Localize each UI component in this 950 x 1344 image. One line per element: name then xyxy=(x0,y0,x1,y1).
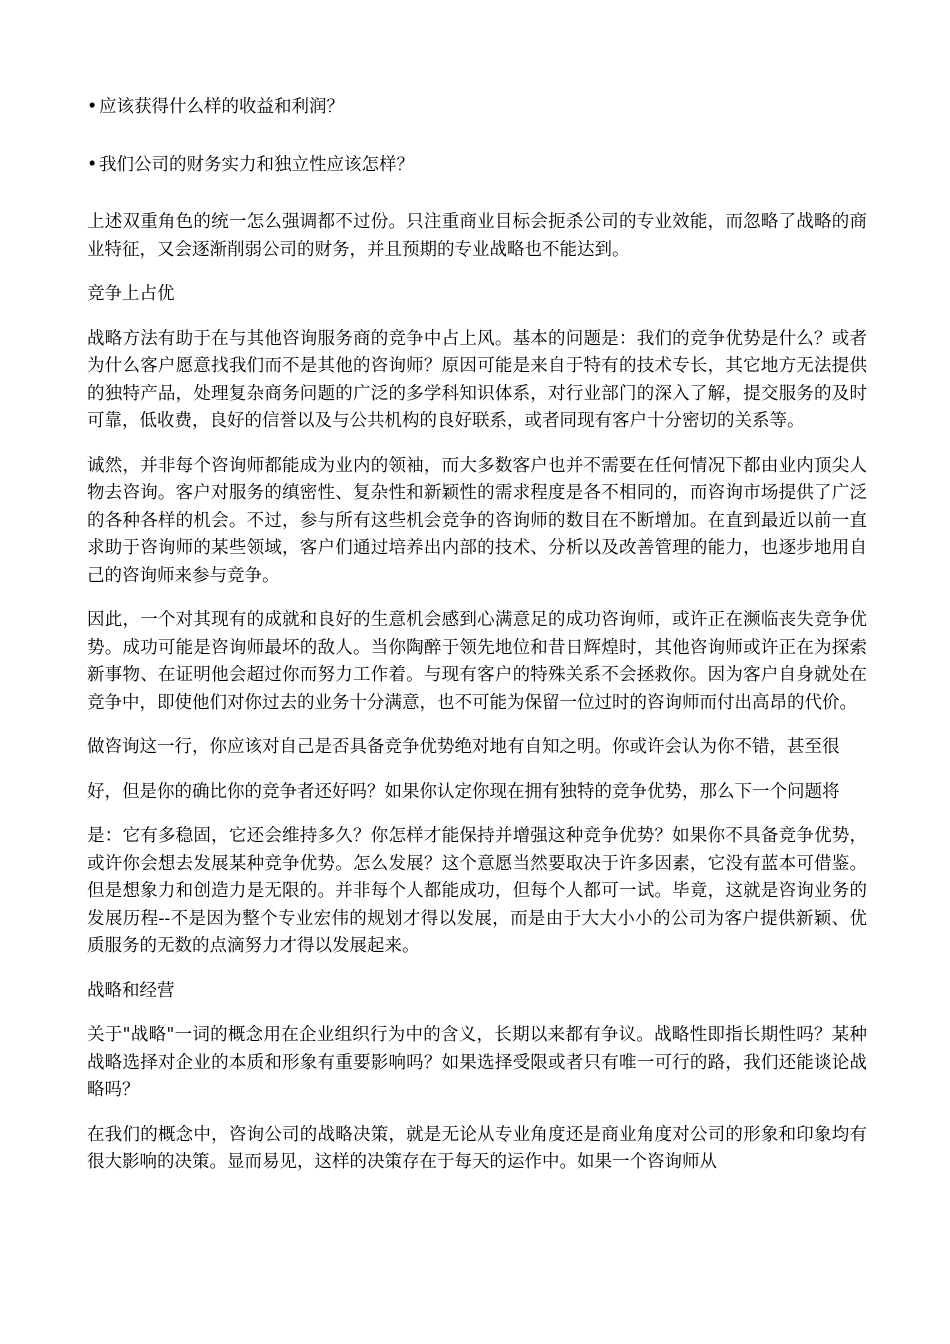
paragraph-competitive-advantage: 战略方法有助于在与其他咨询服务商的竞争中占上风。基本的问题是：我们的竞争优势是什么？或者为什么客户愿意找我们而不是其他的咨询师？原因可能是来自于特有的技术专长，其它地方无法提供的独特产品，处理复杂商务问题的广泛的多学科知识体系，对行业部门的深入了解，提交服务的及时可靠，低收费，良好的信誉以及与公共机构的良好联系，或者同现有客户十分密切的关系等。 xyxy=(87,328,867,431)
paragraph-self-knowledge: 做咨询这一行，你应该对自己是否具备竞争优势绝对地有自知之明。你或许会认为你不错，甚至很 xyxy=(87,737,840,757)
paragraph-dual-role: 上述双重角色的统一怎么强调都不过份。只注重商业目标会扼杀公司的专业效能，而忽略了战略的商业特征，又会逐渐削弱公司的财务，并且预期的专业战略也不能达到。 xyxy=(87,212,867,260)
section-heading-strategy-operations: 战略和经营 xyxy=(87,980,175,1001)
bullet-text: 我们公司的财务实力和独立性应该怎样？ xyxy=(99,155,414,175)
paragraph-sustain-advantage: 是：它有多稳固，它还会维持多久？你怎样才能保持并增强这种竞争优势？如果你不具备竞争优势，或许你会想去发展某种竞争优势。怎么发展？这个意愿当然要取决于许多因素，它没有蓝本可借鉴。但是想象力和创造力是无限的。并非每个人都能成功，但每个人都可一试。毕竟，这就是咨询业务的发展历程--不是因为整个专业宏伟的规划才得以发展，而是由于大大小小的公司为客户提供新颖、优质服务的无数的点滴努力才得以发展起来。 xyxy=(87,826,867,956)
bullet-item-finance xyxy=(87,151,867,179)
paragraph-market-opportunities: 诚然，并非每个咨询师都能成为业内的领袖，而大多数客户也并不需要在任何情况下都由业内顶尖人物去咨询。客户对服务的缜密性、复杂性和新颖性的需求程度是各不相同的，而咨询市场提供了广泛的各种各样的机会。不过，参与所有这些机会竞争的咨询师的数目在不断增加。在直到最近以前一直求助于咨询师的某些领域，客户们通过培养出内部的技术、分析以及改善管理的能力，也逐步地用自己的咨询师来参与竞争。 xyxy=(87,455,867,586)
paragraph-strategic-decisions: 在我们的概念中，咨询公司的战略决策，就是无论从专业角度还是商业角度对公司的形象和印象均有很大影响的决策。显而易见，这样的决策存在于每天的运作中。如果一个咨询师从 xyxy=(87,1124,867,1172)
paragraph-question-competitors: 好，但是你的确比你的竞争者还好吗？如果你认定你现在拥有独特的竞争优势，那么下一个问题将 xyxy=(87,781,840,802)
document-page xyxy=(87,93,867,1194)
paragraph-success-enemy: 因此，一个对其现有的成就和良好的生意机会感到心满意足的成功咨询师，或许正在濒临丧失竞争优势。成功可能是咨询师最坏的敌人。当你陶醉于领先地位和昔日辉煌时，其他咨询师或许正在为探索新事物、在证明他会超过你而努力工作着。与现有客户的特殊关系不会拯救你。因为客户自身就处在竞争中，即使他们对你过去的业务十分满意，也不可能为保留一位过时的咨询师而付出高昂的代价。 xyxy=(87,610,867,713)
section-heading-competition: 竞争上占优 xyxy=(87,284,175,304)
bullet-item-revenue xyxy=(87,93,867,121)
paragraph-strategy-definition: 关于"战略"一词的概念用在企业组织行为中的含义，长期以来都有争议。战略性即指长期性吗？某种战略选择对企业的本质和形象有重要影响吗？如果选择受限或者只有唯一可行的路，我们还能谈论战略吗？ xyxy=(87,1025,867,1100)
bullet-marker: • xyxy=(87,155,98,175)
bullet-marker: • xyxy=(87,97,98,117)
bullet-text: 应该获得什么样的收益和利润？ xyxy=(99,97,344,117)
